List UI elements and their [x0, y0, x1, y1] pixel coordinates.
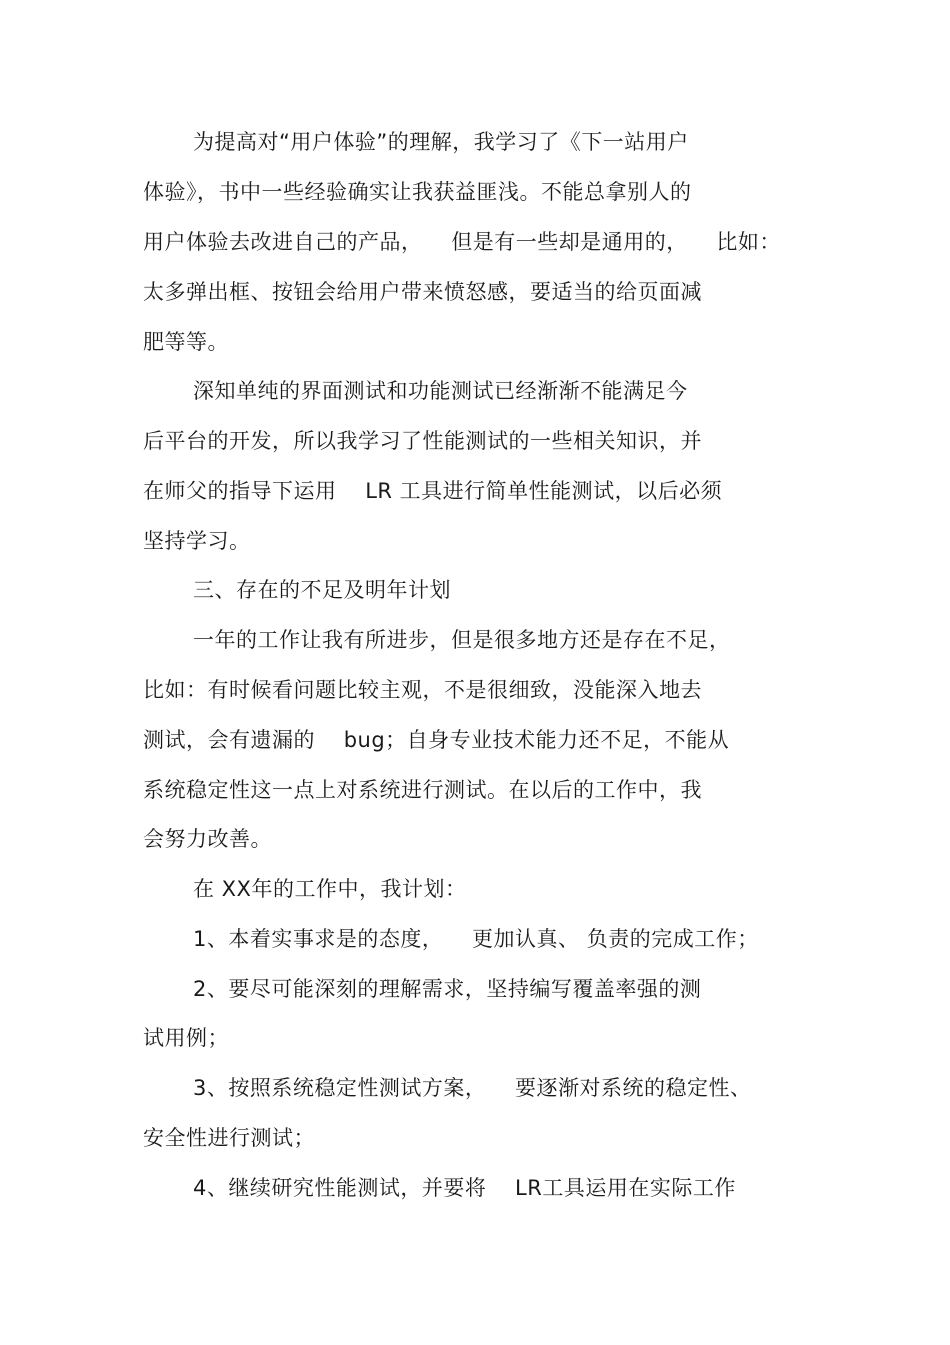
text-line: 在 XX年的工作中，我计划： [193, 877, 467, 901]
text-line: 比如：有时候看问题比较主观，不是很细致，没能深入地去 [143, 678, 702, 702]
text-line: 后平台的开发，所以我学习了性能测试的一些相关知识，并 [143, 429, 702, 453]
text-line: 太多弹出框、按钮会给用户带来愤怒感，要适当的给页面减 [143, 280, 702, 304]
plan-item: 4、继续研究性能测试，并要将 LR工具运用在实际工作 [193, 1176, 736, 1200]
text-line: 肥等等。 [143, 330, 229, 354]
plan-item: 3、按照系统稳定性测试方案， 要逐渐对系统的稳定性、 [193, 1076, 752, 1100]
text-line: 用户体验去改进自己的产品， 但是有一些却是通用的， 比如： [143, 230, 781, 254]
text-line: 坚持学习。 [143, 529, 251, 553]
text-line: 系统稳定性这一点上对系统进行测试。在以后的工作中，我 [143, 778, 702, 802]
plan-item: 1、本着实事求是的态度， 更加认真、 负责的完成工作； [193, 927, 759, 951]
text-line: 体验》，书中一些经验确实让我获益匪浅。不能总拿别人的 [143, 180, 692, 204]
section-heading: 三、存在的不足及明年计划 [193, 578, 451, 602]
text-line: 测试，会有遗漏的 bug；自身专业技术能力还不足，不能从 [143, 728, 730, 752]
text-line: 会努力改善。 [143, 827, 272, 851]
plan-item: 2、要尽可能深刻的理解需求，坚持编写覆盖率强的测 [193, 977, 702, 1001]
text-line: 为提高对“用户体验”的理解，我学习了《下一站用户 [193, 130, 689, 154]
text-line: 安全性进行测试； [143, 1126, 315, 1150]
text-line: 在师父的指导下运用 LR 工具进行简单性能测试，以后必须 [143, 479, 723, 503]
text-line: 一年的工作让我有所进步，但是很多地方还是存在不足， [193, 628, 731, 652]
text-line: 试用例； [143, 1026, 229, 1050]
text-line: 深知单纯的界面测试和功能测试已经渐渐不能满足今 [193, 379, 688, 403]
